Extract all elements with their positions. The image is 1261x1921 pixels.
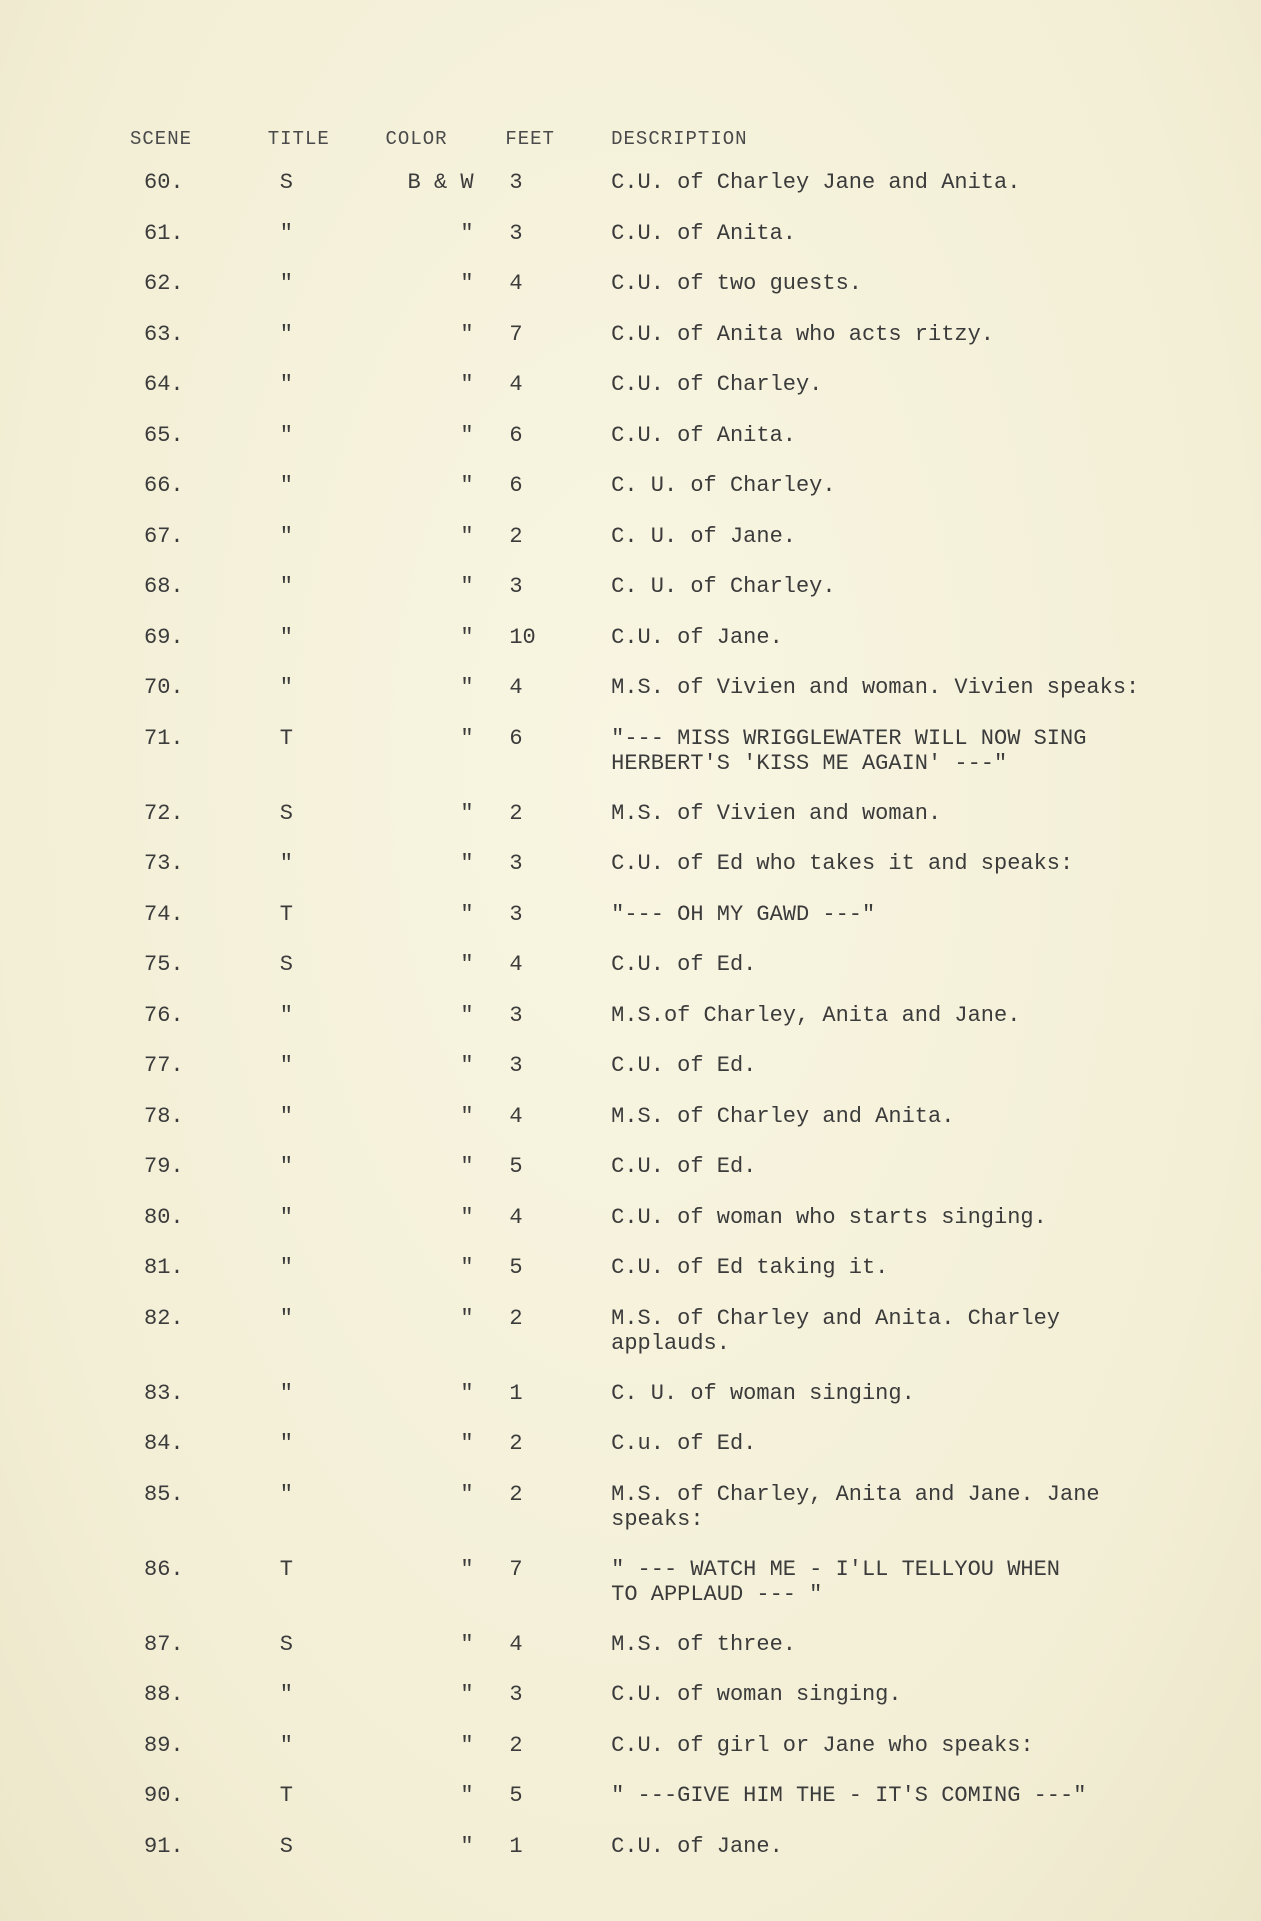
scene-description: M.S. of Charley, Anita and Jane. Jane speaks: [611,1481,1100,1532]
color-value: " [460,1053,474,1078]
scene-number: 73. [144,851,184,876]
feet-count: 2 [509,1481,523,1507]
title-code: " [279,574,293,599]
color-code [386,726,506,751]
scene-description: C. U. of Charley. [611,473,836,498]
table-row [130,1682,1210,1733]
table-row [130,423,1210,474]
scene-number: 71. [144,725,184,751]
color-value: " [460,1833,474,1859]
scene-number: 80. [144,1204,184,1230]
color-value: B & W [407,170,474,195]
scene-table [130,128,1210,1884]
table-row [130,1255,1210,1306]
scene-number: 70. [144,675,184,700]
scene-description: C.u. of Ed. [611,1431,757,1456]
scene-description: C.U. of Ed. [611,1154,757,1179]
color-code [386,1632,506,1657]
scene-number: 90. [144,1783,184,1808]
title-code: " [279,1732,293,1758]
color-code [386,625,506,650]
scene-description: C.U. of Jane. [611,1833,783,1859]
scene-number: 83. [144,1380,184,1406]
scene-description: M.S. of Vivien and woman. [611,800,942,826]
color-code [386,1205,506,1230]
scene-description: C.U. of woman who starts singing. [611,1204,1047,1230]
table-row [130,851,1210,902]
scene-number: 67. [144,523,184,549]
feet-count: 4 [509,1631,523,1657]
scene-description: "--- MISS WRIGGLEWATER WILL NOW SING HERBERT'S 'KISS ME AGAIN' ---" [611,725,1087,776]
color-value: " [460,1481,474,1507]
scene-number: 86. [144,1556,184,1582]
title-code: T [279,901,293,927]
color-code [386,801,506,826]
title-code: " [279,1053,293,1078]
title-code: " [279,1103,293,1129]
feet-count: 7 [509,1556,523,1582]
header-feet: FEET [505,128,555,150]
header-title: TITLE [267,128,330,150]
title-code: " [279,1255,293,1280]
scene-description: C. U. of Jane. [611,523,796,549]
scene-number: 88. [144,1682,184,1707]
scene-number: 64. [144,372,184,397]
scene-description: C.U. of Jane. [611,624,783,650]
color-value: " [460,952,474,977]
color-value: " [460,624,474,650]
scene-number: 66. [144,473,184,498]
feet-count: 4 [509,1204,523,1230]
scene-number: 75. [144,952,184,977]
scene-number: 85. [144,1481,184,1507]
scene-description: C.U. of Anita. [611,422,796,448]
scene-number: 76. [144,1002,184,1028]
color-code [386,1557,506,1582]
table-row [130,1381,1210,1432]
title-code: S [279,1833,293,1859]
scene-description: C.U. of two guests. [611,271,862,296]
color-value: " [460,675,474,700]
color-value: " [460,372,474,397]
feet-count: 6 [509,725,523,751]
color-code [386,902,506,927]
scene-number: 61. [144,220,184,246]
table-row [130,801,1210,852]
color-code [386,675,506,700]
feet-count: 4 [509,271,523,296]
feet-count: 7 [509,321,523,347]
title-code: " [279,1380,293,1406]
scene-description: C.U. of girl or Jane who speaks: [611,1732,1034,1758]
color-code [386,574,506,599]
color-value: " [460,473,474,498]
color-code [386,322,506,347]
color-code [386,170,506,195]
table-row [130,221,1210,272]
feet-count: 2 [509,1732,523,1758]
color-value: " [460,220,474,246]
scene-description: " ---GIVE HIM THE - IT'S COMING ---" [611,1783,1087,1808]
table-row [130,1003,1210,1054]
color-code [386,1003,506,1028]
color-code [386,1255,506,1280]
scene-description: M.S. of Vivien and woman. Vivien speaks: [611,675,1140,700]
color-value: " [460,901,474,927]
color-value: " [460,1154,474,1179]
table-row [130,1834,1210,1885]
scene-number: 63. [144,321,184,347]
color-code [386,372,506,397]
header-color: COLOR [385,128,448,150]
color-code [386,851,506,876]
title-code: S [279,1631,293,1657]
table-row [130,473,1210,524]
table-row [130,1783,1210,1834]
title-code: " [279,220,293,246]
scene-number: 68. [144,574,184,599]
feet-count: 3 [509,574,523,599]
title-code: " [279,1305,293,1331]
scene-description: C.U. of Anita who acts ritzy. [611,321,995,347]
color-code [386,1154,506,1179]
color-code [386,221,506,246]
scene-number: 79. [144,1154,184,1179]
color-value: " [460,1556,474,1582]
color-code [386,1682,506,1707]
color-value: " [460,271,474,296]
table-row [130,726,1210,801]
table-body [130,170,1210,1884]
color-value: " [460,1682,474,1707]
scene-description: C.U. of Ed who takes it and speaks: [611,851,1074,876]
scene-description: C.U. of Ed. [611,1053,757,1078]
title-code: " [279,675,293,700]
title-code: " [279,1481,293,1507]
table-row [130,902,1210,953]
feet-count: 5 [509,1255,523,1280]
title-code: " [279,1204,293,1230]
scene-number: 69. [144,624,184,650]
color-value: " [460,1783,474,1808]
scene-description: C.U. of Anita. [611,220,796,246]
feet-count: 2 [509,523,523,549]
scene-number: 77. [144,1053,184,1078]
scene-description: M.S. of Charley and Anita. [611,1103,955,1129]
header-description: DESCRIPTION [611,128,748,150]
color-code [386,1482,506,1507]
scene-description: C.U. of Ed taking it. [611,1255,889,1280]
scene-description: "--- OH MY GAWD ---" [611,901,876,927]
scene-description: M.S. of three. [611,1631,796,1657]
table-row [130,372,1210,423]
scene-number: 81. [144,1255,184,1280]
scene-number: 87. [144,1631,184,1657]
feet-count: 3 [509,1053,523,1078]
scene-description: " --- WATCH ME - I'LL TELLYOU WHEN TO APPLAUD --- " [611,1556,1061,1607]
color-code [386,1381,506,1406]
title-code: T [279,725,293,751]
scene-number: 62. [144,271,184,296]
feet-count: 3 [509,901,523,927]
feet-count: 2 [509,1305,523,1331]
feet-count: 4 [509,952,523,977]
color-value: " [460,574,474,599]
color-value: " [460,1103,474,1129]
scene-description: C.U. of Ed. [611,952,757,977]
color-value: " [460,800,474,826]
feet-count: 3 [509,1002,523,1028]
title-code: " [279,851,293,876]
title-code: T [279,1556,293,1582]
table-row [130,574,1210,625]
color-value: " [460,1431,474,1456]
feet-count: 3 [509,1682,523,1707]
scene-number: 89. [144,1732,184,1758]
color-value: " [460,851,474,876]
color-value: " [460,422,474,448]
table-row [130,271,1210,322]
scene-description: C.U. of woman singing. [611,1682,902,1707]
scene-number: 60. [144,170,184,195]
table-row [130,1306,1210,1381]
feet-count: 10 [509,624,536,650]
feet-count: 6 [509,473,523,498]
feet-count: 4 [509,675,523,700]
table-row [130,1733,1210,1784]
header-scene: SCENE [130,128,193,150]
title-code: " [279,1154,293,1179]
title-code: T [279,1783,293,1808]
table-row [130,1154,1210,1205]
scene-number: 82. [144,1305,184,1331]
title-code: " [279,624,293,650]
table-row [130,1632,1210,1683]
title-code: " [279,523,293,549]
title-code: " [279,473,293,498]
feet-count: 1 [509,1380,523,1406]
scene-number: 72. [144,800,184,826]
scene-description: C. U. of woman singing. [611,1380,915,1406]
feet-count: 2 [509,1431,523,1456]
color-value: " [460,523,474,549]
scene-description: C. U. of Charley. [611,574,836,599]
feet-count: 2 [509,800,523,826]
title-code: " [279,321,293,347]
scene-description: C.U. of Charley Jane and Anita. [611,170,1021,195]
feet-count: 5 [509,1154,523,1179]
table-row [130,625,1210,676]
table-row [130,322,1210,373]
color-value: " [460,1002,474,1028]
color-code [386,271,506,296]
title-code: S [279,800,293,826]
feet-count: 4 [509,372,523,397]
scene-number: 78. [144,1103,184,1129]
color-value: " [460,1305,474,1331]
color-code [386,1053,506,1078]
color-code [386,473,506,498]
color-value: " [460,321,474,347]
title-code: " [279,1431,293,1456]
title-code: " [279,422,293,448]
table-row [130,675,1210,726]
color-value: " [460,1255,474,1280]
table-row [130,1431,1210,1482]
title-code: " [279,1002,293,1028]
table-row [130,1482,1210,1557]
color-code [386,1104,506,1129]
scene-number: 84. [144,1431,184,1456]
table-row [130,1104,1210,1155]
feet-count: 4 [509,1103,523,1129]
table-header [130,128,1210,170]
feet-count: 3 [509,170,523,195]
color-code [386,1733,506,1758]
table-row [130,524,1210,575]
feet-count: 3 [509,220,523,246]
color-code [386,1306,506,1331]
scene-number: 65. [144,422,184,448]
color-value: " [460,1380,474,1406]
table-row [130,1053,1210,1104]
feet-count: 5 [509,1783,523,1808]
color-code [386,1431,506,1456]
title-code: S [279,952,293,977]
title-code: " [279,1682,293,1707]
color-value: " [460,1732,474,1758]
color-value: " [460,1631,474,1657]
color-code [386,1783,506,1808]
feet-count: 1 [509,1833,523,1859]
feet-count: 6 [509,422,523,448]
table-row [130,952,1210,1003]
color-value: " [460,1204,474,1230]
color-code [386,524,506,549]
table-row [130,170,1210,221]
title-code: " [279,372,293,397]
scene-description: C.U. of Charley. [611,372,823,397]
title-code: " [279,271,293,296]
scene-number: 74. [144,901,184,927]
scene-description: M.S. of Charley and Anita. Charley applauds. [611,1305,1061,1356]
scene-number: 91. [144,1833,184,1859]
table-row [130,1205,1210,1256]
scene-description: M.S.of Charley, Anita and Jane. [611,1002,1021,1028]
color-code [386,952,506,977]
color-value: " [460,725,474,751]
table-row [130,1557,1210,1632]
color-code [386,423,506,448]
color-code [386,1834,506,1859]
title-code: S [279,170,293,195]
feet-count: 3 [509,851,523,876]
